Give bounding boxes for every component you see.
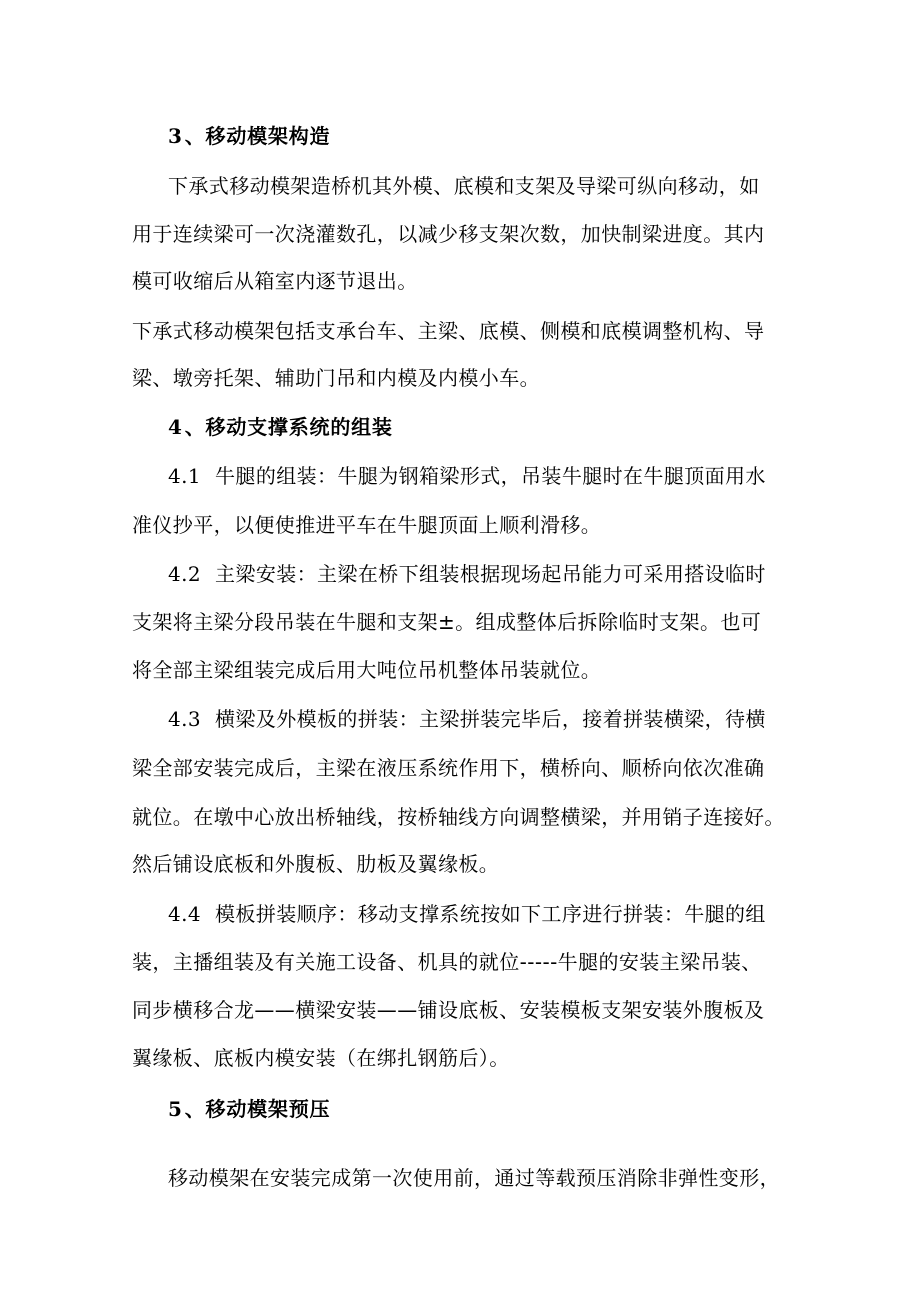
section-5-para1-line1: 移动模架在安装完成第一次使用前，通过等载预压消除非弹性变形，: [168, 1166, 780, 1190]
item-4-1-text1: 牛腿的组装：牛腿为钢箱梁形式，吊装牛腿时在牛腿顶面用水: [215, 464, 766, 488]
item-4-3-text1: 横梁及外模板的拼装：主梁拼装完毕后，接着拼装横梁，待横: [215, 707, 766, 731]
item-4-1-line2: 准仪抄平，以便使推进平车在牛腿顶面上顺利滑移。: [132, 513, 602, 537]
item-4-1-line1: [168, 461, 802, 491]
item-4-2-number: 4.2: [168, 562, 202, 586]
section-4-heading: [168, 412, 802, 442]
section-3-number: 3: [168, 124, 183, 148]
section-4-number: 4: [168, 415, 183, 439]
item-4-2-line2: 支架将主梁分段吊装在牛腿和支架±。组成整体后拆除临时支架。也可: [132, 610, 762, 634]
section-5-title: 、移动模架预压: [184, 1097, 331, 1121]
item-4-2-line3: 将全部主梁组装完成后用大吨位吊机整体吊装就位。: [132, 658, 602, 682]
item-4-4-number: 4.4: [168, 902, 202, 926]
item-4-1-number: 4.1: [168, 464, 202, 488]
item-4-4-line4: 翼缘板、底板内模安装（在绑扎钢筋后）。: [132, 1046, 510, 1070]
section-5-number: 5: [168, 1097, 183, 1121]
section-3-para1-line2: 用于连续梁可一次浇灌数孔，以减少移支架次数，加快制梁进度。其内: [132, 222, 765, 246]
item-4-3-line3: 就位。在墩中心放出桥轴线，按桥轴线方向调整横梁，并用销子连接好。: [132, 805, 785, 829]
item-4-2-text1: 主梁安装：主梁在桥下组装根据现场起吊能力可采用搭设临时: [215, 562, 766, 586]
section-3-heading: [168, 121, 802, 151]
section-3-para2-line2: 梁、墩旁托架、辅助门吊和内模及内模小车。: [132, 366, 540, 390]
item-4-3-line2: 梁全部安装完成后，主梁在液压系统作用下，横桥向、顺桥向依次准确: [132, 756, 765, 780]
item-4-4-line1: [168, 899, 802, 929]
section-3-title: 、移动模架构造: [184, 124, 331, 148]
item-4-2-line1: [168, 559, 802, 589]
section-4-title: 、移动支撑系统的组装: [184, 415, 393, 439]
section-3-para1-line1: 下承式移动模架造桥机其外模、底模和支架及导梁可纵向移动，如: [168, 174, 760, 198]
item-4-3-line4: 然后铺设底板和外腹板、肋板及翼缘板。: [132, 852, 500, 876]
item-4-3-number: 4.3: [168, 707, 202, 731]
section-3-para1-line3: 模可收缩后从箱室内逐节退出。: [132, 269, 418, 293]
item-4-3-line1: [168, 704, 802, 734]
item-4-4-text1: 模板拼装顺序：移动支撑系统按如下工序进行拼装：牛腿的组: [215, 902, 766, 926]
section-3-para2-line1: 下承式移动模架包括支承台车、主梁、底模、侧模和底模调整机构、导: [132, 319, 765, 343]
item-4-4-line3: 同步横移合龙——横梁安装——铺设底板、安装模板支架安装外腹板及: [132, 998, 765, 1022]
item-4-4-line2: 装，主播组装及有关施工设备、机具的就位-----牛腿的安装主梁吊装、: [132, 950, 762, 974]
section-5-heading: [168, 1094, 802, 1124]
